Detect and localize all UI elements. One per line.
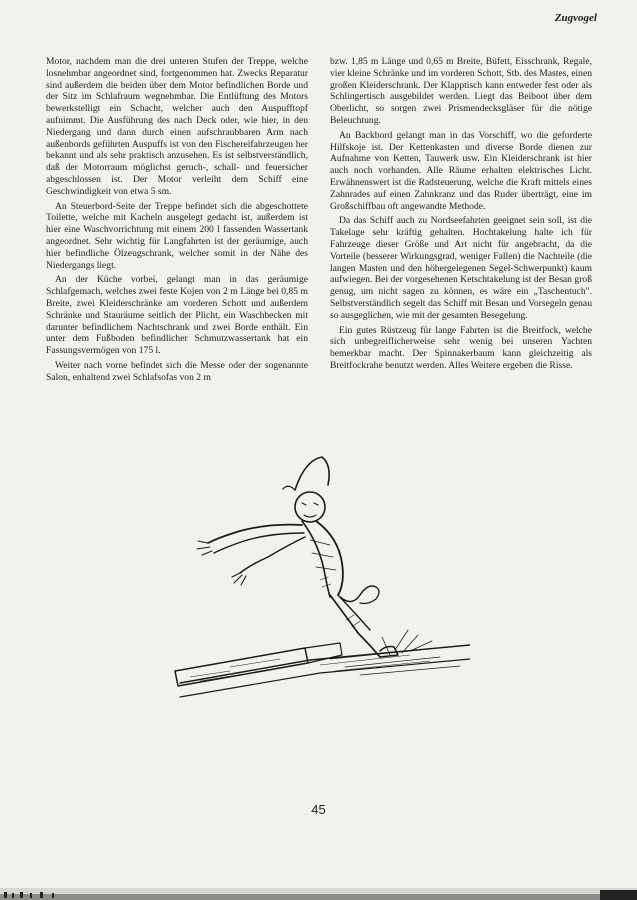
paragraph: An Backbord gelangt man in das Vorschiff, wo die geforderte Hilfskoje ist. Der Kettenkasten und diverse Borde dienen zur Aufnahme von Ketten, Tauwerk usw. Ein Kleiderschrank ist hier auch noch vorhanden. Alle Räume erhalten elektrisches Licht. Erwähnenswert ist die Radsteuerung, welche die Kraft mittels eines Zahnrades auf einen Zahnkranz und das Ruder überträgt, eine im Großschiffbau oft angewandte Methode. bbox=[330, 129, 592, 212]
paragraph: Da das Schiff auch zu Nordseefahrten geeignet sein soll, ist die Takelage sehr kräftig gehalten. Hochtakelung halte ich für Fahrzeuge dieser Größe und Art nicht für angebracht, da die Vorteile (besserer Wirkungsgrad, weniger Fallen) die Nachteile (die langen Masten und den höhergelegenen Segel-Schwerpunkt) kaum aufwiegen. Bei der vorgesehenen Ketschtakelung ist der Besan groß genug, um nicht sagen zu können, es wäre ein „Taschentuch". Selbstverständlich segelt das Schiff mit Besan und Vorsegeln genau so ausgeglichen, wie mit der gesamten Besegelung. bbox=[330, 215, 592, 321]
left-text-column bbox=[46, 56, 308, 387]
scan-edge-strip bbox=[0, 884, 637, 900]
sailor-sketch-illustration bbox=[170, 445, 470, 710]
paragraph: Motor, nachdem man die drei unteren Stufen der Treppe, welche losnehmbar angeordnet sind, fortgenommen hat. Zwecks Reparatur sind außerdem die beiden über dem Motor befindlichen Borde und der Sitz im Schlafraum wegnehmbar. Die Entlüftung des Motors bewerkstelligt ein Schacht, welcher auch den Auspufftopf aufnimmt. Die Ausführung des nach Deck oder, wie hier, in den Niedergang und dann durch einen aufschraubbaren Arm nach außenbords geführten Auspuffs ist von den Fischereifahrzeugen her bekannt und als sehr praktisch anzusehen. Es ist selbstverständlich, daß der Motorraum möglichst geruch-, schall- und feuersicher abgeschlossen ist. Der Motor verleiht dem Schiff eine Geschwindigkeit von etwa 5 sm. bbox=[46, 56, 308, 197]
right-text-column bbox=[330, 56, 592, 375]
paragraph: bzw. 1,85 m Länge und 0,65 m Breite, Büfett, Eisschrank, Regale, vier kleine Schränke und im vorderen Schott, Stb. des Mastes, einen großen Kleiderschrank. Der Klapptisch kann entweder fest oder als Schlingertisch ausgebildet werden. Liegt das Beiboot über dem Oberlicht, so sorgen zwei Prismendecksgläser für die nötige Beleuchtung. bbox=[330, 56, 592, 126]
running-title: Zugvogel bbox=[554, 12, 597, 24]
paragraph: An der Küche vorbei, gelangt man in das geräumige Schlafgemach, welches zwei feste Kojen von 2 m Länge bei 0,85 m Breite, zwei Kleiderschränke am vorderen Schott und außerdem Schränke und Stauräume seitlich der Plicht, ein Waschbecken mit darunter befindlichem Nachtschrank und zwei Borde enthält. Ein unter dem Fußboden befindlicher Schmutzwassertank hat ein Fassungsvermögen von 175 l. bbox=[46, 274, 308, 357]
paragraph: Ein gutes Rüstzeug für lange Fahrten ist die Breitfock, welche sich unbegreiflicherweise sehr wenig bei unseren Yachten bemerkbar macht. Der Spinnakerbaum kann gleichzeitig als Breitfockrahe benutzt werden. Alles Weitere ergeben die Risse. bbox=[330, 324, 592, 371]
paragraph: An Steuerbord-Seite der Treppe befindet sich die abgeschottete Toilette, welche mit Kacheln ausgelegt gedacht ist, außerdem ist hier eine Waschvorrichtung mit einem 200 l fassenden Wassertank angeordnet. Sehr wichtig für Langfahrten ist der geräumige, auch hier befindliche Ölzeugschrank, welcher somit in der Nähe des Niedergangs liegt. bbox=[46, 200, 308, 271]
paragraph: Weiter nach vorne befindet sich die Messe oder der sogenannte Salon, enhaltend zwei Schlafsofas von 2 m bbox=[46, 359, 308, 383]
page-number: 45 bbox=[311, 802, 326, 817]
